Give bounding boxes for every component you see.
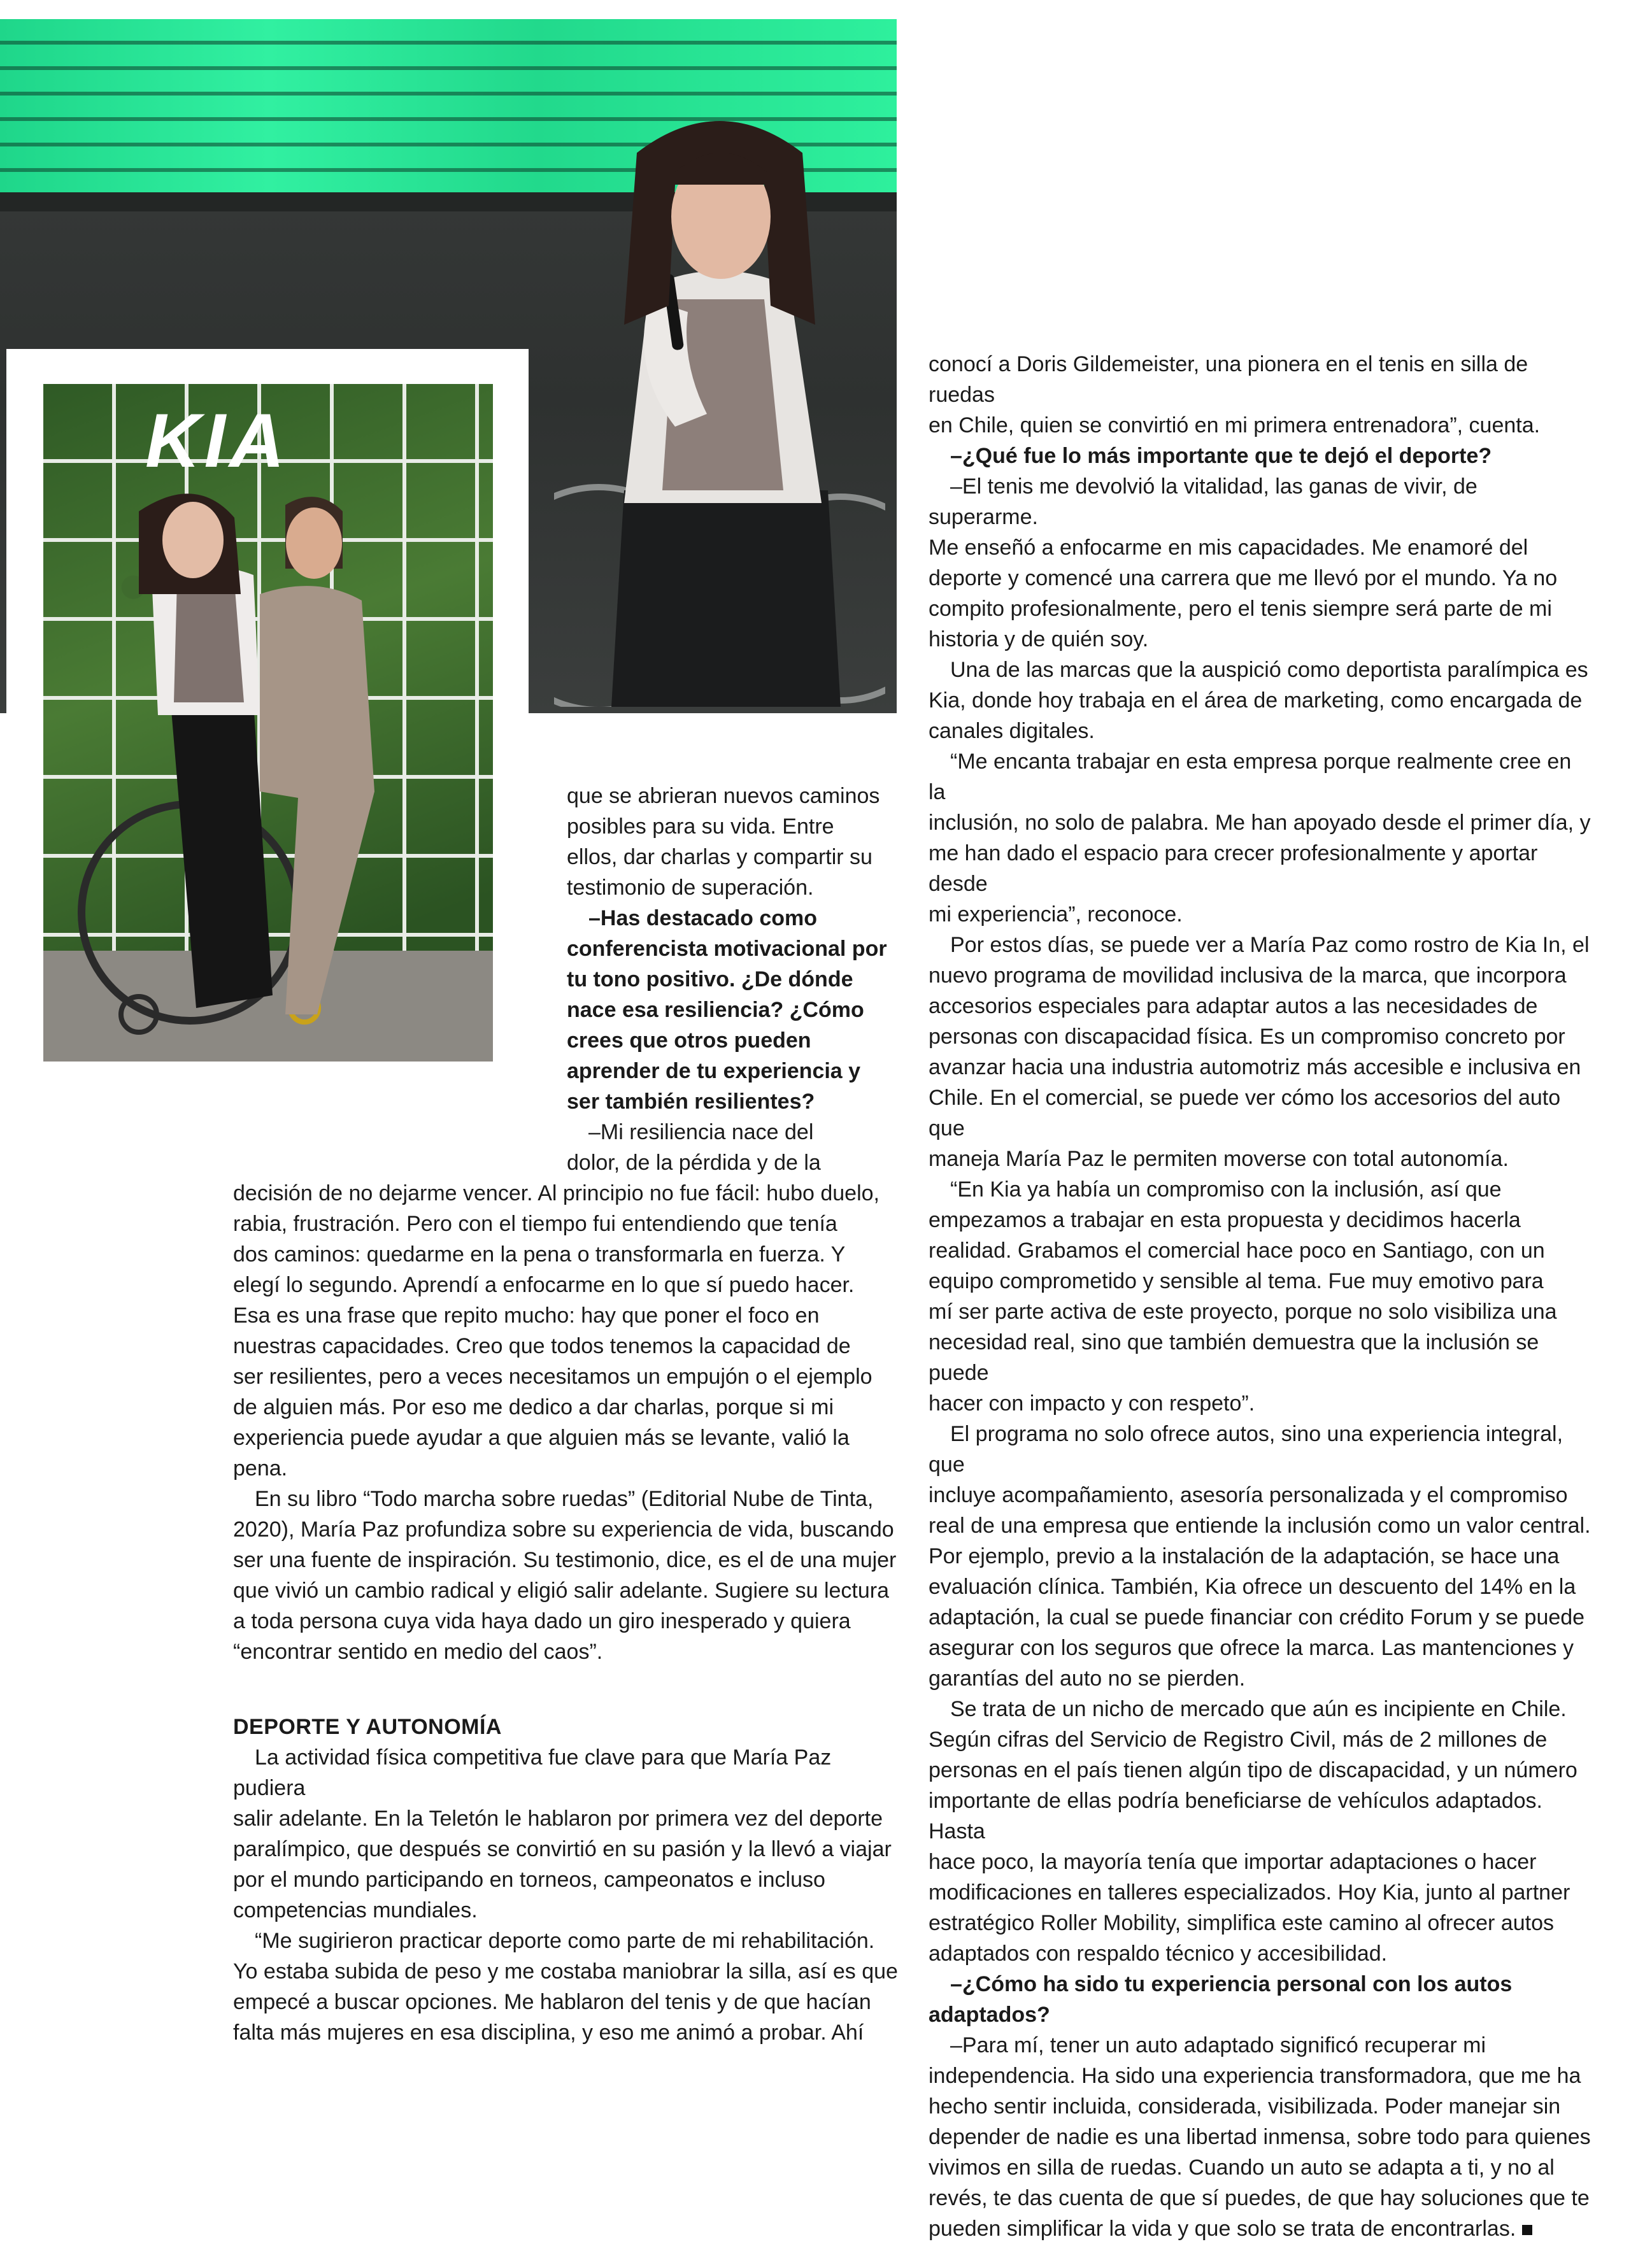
- text-line: 2020), María Paz profundiza sobre su experiencia de vida, buscando: [233, 1517, 894, 1542]
- kia-logo-text: KIA: [145, 398, 288, 483]
- text-line: me han dado el espacio para crecer profesionalmente y aportar desde: [929, 841, 1538, 896]
- text-line: Esa es una frase que repito mucho: hay que poner el foco en: [233, 1303, 820, 1328]
- text-line: real de una empresa que entiende la inclusión como un valor central.: [929, 1514, 1591, 1538]
- text-line: –Para mí, tener un auto adaptado significó recuperar mi: [950, 2033, 1486, 2057]
- text-line: deporte y comencé una carrera que me llevó por el mundo. Ya no: [929, 566, 1558, 590]
- text-line: revés, te das cuenta de que sí puedes, de que hay soluciones que te: [929, 2186, 1590, 2210]
- text-line: Yo estaba subida de peso y me costaba maniobrar la silla, así es que: [233, 1959, 898, 1984]
- text-line: realidad. Grabamos el comercial hace poco en Santiago, con un: [929, 1239, 1545, 1263]
- text-line: empecé a buscar opciones. Me hablaron del tenis y de que hacían: [233, 1990, 871, 2014]
- text-line: La actividad física competitiva fue clave para que María Paz pudiera: [233, 1745, 832, 1800]
- question-line: ser también resilientes?: [567, 1090, 815, 1114]
- text-line: “Me encanta trabajar en esta empresa porque realmente cree en la: [929, 749, 1572, 804]
- text-line: ellos, dar charlas y compartir su: [567, 845, 872, 869]
- question-line: –¿Cómo ha sido tu experiencia personal con los autos: [950, 1972, 1513, 1996]
- question-line: –¿Qué fue lo más importante que te dejó el deporte?: [950, 444, 1492, 468]
- text-line: que se abrieran nuevos caminos: [567, 784, 880, 808]
- text-line: Una de las marcas que la auspició como deportista paralímpica es: [950, 658, 1588, 682]
- text-line: falta más mujeres en esa disciplina, y eso me animó a probar. Ahí: [233, 2020, 864, 2045]
- text-line: dos caminos: quedarme en la pena o transformarla en fuerza. Y: [233, 1242, 846, 1267]
- text-line: salir adelante. En la Teletón le hablaron por primera vez del deporte: [233, 1807, 883, 1831]
- text-line: historia y de quién soy.: [929, 627, 1149, 651]
- text-line: “Me sugirieron practicar deporte como parte de mi rehabilitación.: [255, 1929, 875, 1953]
- end-of-article-icon: [1522, 2225, 1532, 2235]
- inset-photo: [43, 384, 493, 1062]
- text-line: en Chile, quien se convirtió en mi primera entrenadora”, cuenta.: [929, 413, 1541, 437]
- text-line: a toda persona cuya vida haya dado un giro inesperado y quiera: [233, 1609, 851, 1633]
- text-line: decisión de no dejarme vencer. Al principio no fue fácil: hubo duelo,: [233, 1181, 879, 1205]
- text-line: El programa no solo ofrece autos, sino una experiencia integral, que: [929, 1422, 1563, 1477]
- text-line: competencias mundiales.: [233, 1898, 478, 1922]
- text-line: Por estos días, se puede ver a María Paz como rostro de Kia In, el: [950, 933, 1590, 957]
- speaker-figure: [554, 96, 885, 707]
- text-line: avanzar hacia una industria automotriz más accesible e inclusiva en: [929, 1055, 1581, 1079]
- section-heading: DEPORTE Y AUTONOMÍA: [233, 1715, 502, 1739]
- text-line: que vivió un cambio radical y eligió salir adelante. Sugiere su lectura: [233, 1579, 890, 1603]
- text-line: garantías del auto no se pierden.: [929, 1666, 1246, 1691]
- text-line: depender de nadie es una libertad inmensa, sobre todo para quienes: [929, 2125, 1591, 2149]
- text-line: nuestras capacidades. Creo que todos tenemos la capacidad de: [233, 1334, 851, 1358]
- text-line: “En Kia ya había un compromiso con la inclusión, así que: [950, 1177, 1502, 1202]
- text-line: vivimos en silla de ruedas. Cuando un auto se adapta a ti, y no al: [929, 2155, 1555, 2180]
- text-line: incluye acompañamiento, asesoría personalizada y el compromiso: [929, 1483, 1568, 1507]
- text-line: importante de ellas podría beneficiarse de vehículos adaptados. Hasta: [929, 1789, 1542, 1843]
- text-line: paralímpico, que después se convirtió en su pasión y la llevó a viajar: [233, 1837, 892, 1861]
- text-line: nuevo programa de movilidad inclusiva de la marca, que incorpora: [929, 963, 1567, 988]
- text-line: Por ejemplo, previo a la instalación de la adaptación, se hace una: [929, 1544, 1560, 1568]
- text-line: adaptados con respaldo técnico y accesibilidad.: [929, 1942, 1388, 1966]
- text-line: compito profesionalmente, pero el tenis siempre será parte de mi: [929, 597, 1552, 621]
- text-line: conocí a Doris Gildemeister, una pionera en el tenis en silla de ruedas: [929, 352, 1528, 407]
- text-line: –Mi resiliencia nace del: [588, 1120, 814, 1144]
- text-line: evaluación clínica. También, Kia ofrece un descuento del 14% en la: [929, 1575, 1576, 1599]
- text-line: por el mundo participando en torneos, campeonatos e incluso: [233, 1868, 825, 1892]
- question-line: crees que otros pueden: [567, 1028, 811, 1053]
- text-line: mi experiencia”, reconoce.: [929, 902, 1183, 927]
- text-line: pueden simplificar la vida y que solo se trata de encontrarlas.: [929, 2213, 1591, 2244]
- text-line: personas en el país tienen algún tipo de discapacidad, y un número: [929, 1758, 1577, 1782]
- question-line: conferencista motivacional por: [567, 937, 887, 961]
- question-line: tu tono positivo. ¿De dónde: [567, 967, 853, 991]
- text-line: ser una fuente de inspiración. Su testimonio, dice, es el de una mujer: [233, 1548, 897, 1572]
- text-line: personas con discapacidad física. Es un compromiso concreto por: [929, 1025, 1565, 1049]
- text-line: testimonio de superación.: [567, 876, 814, 900]
- text-line: hecho sentir incluida, considerada, visibilizada. Poder manejar sin: [929, 2094, 1561, 2119]
- text-line: Kia, donde hoy trabaja en el área de marketing, como encargada de: [929, 688, 1583, 713]
- text-line: Me enseñó a enfocarme en mis capacidades. Me enamoré del: [929, 536, 1528, 560]
- text-line: independencia. Ha sido una experiencia transformadora, que me ha: [929, 2064, 1581, 2088]
- kia-logo-icon: [145, 398, 288, 483]
- text-line: hace poco, la mayoría tenía que importar adaptaciones o hacer: [929, 1850, 1537, 1874]
- inset-photo-scene: [43, 384, 493, 1062]
- text-line: estratégico Roller Mobility, simplifica este camino al ofrecer autos: [929, 1911, 1554, 1935]
- text-line: mí ser parte activa de este proyecto, porque no solo visibiliza una: [929, 1300, 1557, 1324]
- text-line: inclusión, no solo de palabra. Me han apoyado desde el primer día, y: [929, 811, 1591, 835]
- text-line: adaptación, la cual se puede financiar con crédito Forum y se puede: [929, 1605, 1585, 1630]
- text-line: hacer con impacto y con respeto”.: [929, 1391, 1255, 1416]
- text-line: experiencia puede ayudar a que alguien más se levante, valió la pena.: [233, 1426, 850, 1481]
- text-line: asegurar con los seguros que ofrece la marca. Las mantenciones y: [929, 1636, 1574, 1660]
- right-column: [929, 349, 1591, 2244]
- text-line: dolor, de la pérdida y de la: [567, 1151, 821, 1175]
- text-line: modificaciones en talleres especializados. Hoy Kia, junto al partner: [929, 1880, 1570, 1905]
- text-line: equipo comprometido y sensible al tema. Fue muy emotivo para: [929, 1269, 1544, 1293]
- text-line: canales digitales.: [929, 719, 1095, 743]
- text-line: rabia, frustración. Pero con el tiempo fui entendiendo que tenía: [233, 1212, 837, 1236]
- text-line: accesorios especiales para adaptar autos a las necesidades de: [929, 994, 1538, 1018]
- text-line: ser resilientes, pero a veces necesitamos un empujón o el ejemplo: [233, 1365, 872, 1389]
- text-line: Según cifras del Servicio de Registro Civil, más de 2 millones de: [929, 1728, 1548, 1752]
- text-line: Se trata de un nicho de mercado que aún es incipiente en Chile.: [950, 1697, 1567, 1721]
- left-column: [233, 1178, 902, 2048]
- text-line: posibles para su vida. Entre: [567, 814, 834, 839]
- text-line: maneja María Paz le permiten moverse con total autonomía.: [929, 1147, 1509, 1171]
- text-line: –El tenis me devolvió la vitalidad, las ganas de vivir, de superarme.: [929, 474, 1478, 529]
- narrow-column: [567, 781, 898, 1178]
- text-line: elegí lo segundo. Aprendí a enfocarme en lo que sí puedo hacer.: [233, 1273, 855, 1297]
- question-line: nace esa resiliencia? ¿Cómo: [567, 998, 864, 1022]
- question-line: aprender de tu experiencia y: [567, 1059, 861, 1083]
- text-line: necesidad real, sino que también demuestra que la inclusión se puede: [929, 1330, 1539, 1385]
- text-line: En su libro “Todo marcha sobre ruedas” (Editorial Nube de Tinta,: [255, 1487, 874, 1511]
- question-line: –Has destacado como: [588, 906, 818, 930]
- text-line: de alguien más. Por eso me dedico a dar charlas, porque si mi: [233, 1395, 834, 1419]
- text-line: “encontrar sentido en medio del caos”.: [233, 1640, 603, 1664]
- text-line: empezamos a trabajar en esta propuesta y decidimos hacerla: [929, 1208, 1521, 1232]
- text-line: Chile. En el comercial, se puede ver cómo los accesorios del auto que: [929, 1086, 1561, 1140]
- question-line: adaptados?: [929, 2003, 1050, 2027]
